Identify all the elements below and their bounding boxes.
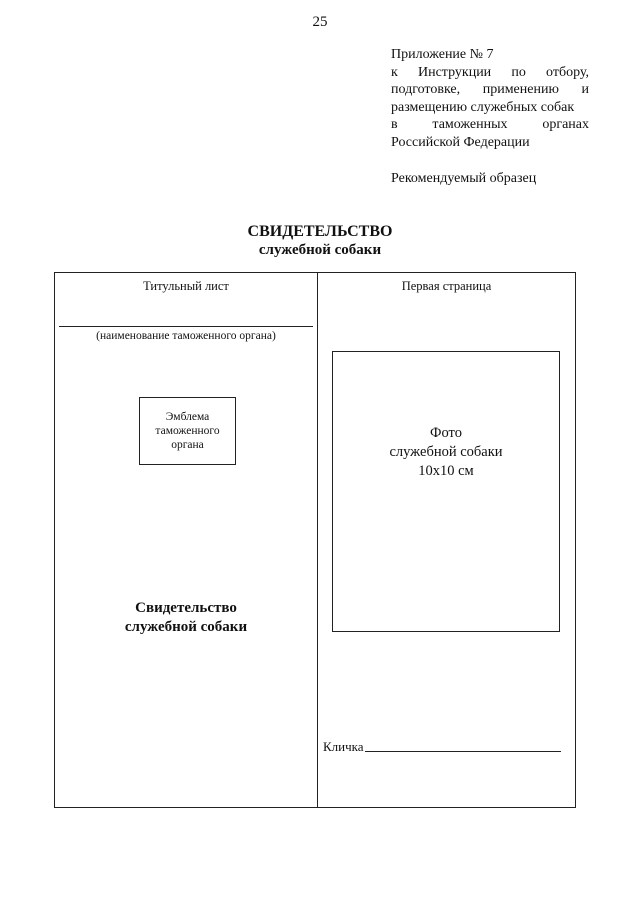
org-name-caption: (наименование таможенного органа) — [96, 330, 276, 342]
org-name-line — [59, 326, 313, 327]
appendix-line: в таможенных органах — [391, 117, 589, 132]
appendix-line: к Инструкции по отбору, — [391, 64, 589, 80]
appendix-note — [391, 46, 589, 151]
emblem-label: Эмблема таможенного органа — [155, 411, 220, 451]
first-page-header: Первая страница — [401, 279, 492, 293]
photo-label-line: 10х10 см — [418, 463, 474, 479]
emblem-box — [139, 397, 236, 465]
page-number: 25 — [312, 14, 328, 30]
certificate-form — [54, 272, 576, 808]
title-page-header: Титульный лист — [143, 279, 229, 293]
certificate-title: Свидетельство служебной собаки — [124, 600, 248, 635]
nickname-line — [365, 751, 561, 752]
appendix-line: подготовке, применению и — [391, 82, 589, 97]
appendix-line: Российской Федерации — [391, 134, 530, 150]
document-title: СВИДЕТЕЛЬСТВО — [247, 223, 393, 240]
document-subtitle: служебной собаки — [258, 242, 382, 258]
photo-label-line: Фото — [430, 425, 462, 441]
column-divider — [317, 273, 318, 807]
recommended-sample-label: Рекомендуемый образец — [391, 171, 537, 186]
photo-label — [333, 424, 559, 481]
appendix-line: размещению служебных собак — [391, 99, 575, 115]
photo-label-line: служебной собаки — [389, 444, 503, 460]
nickname-label: Кличка — [323, 739, 364, 754]
appendix-title: Приложение № 7 — [391, 47, 494, 62]
nickname-field — [323, 739, 561, 755]
photo-box — [332, 351, 560, 632]
